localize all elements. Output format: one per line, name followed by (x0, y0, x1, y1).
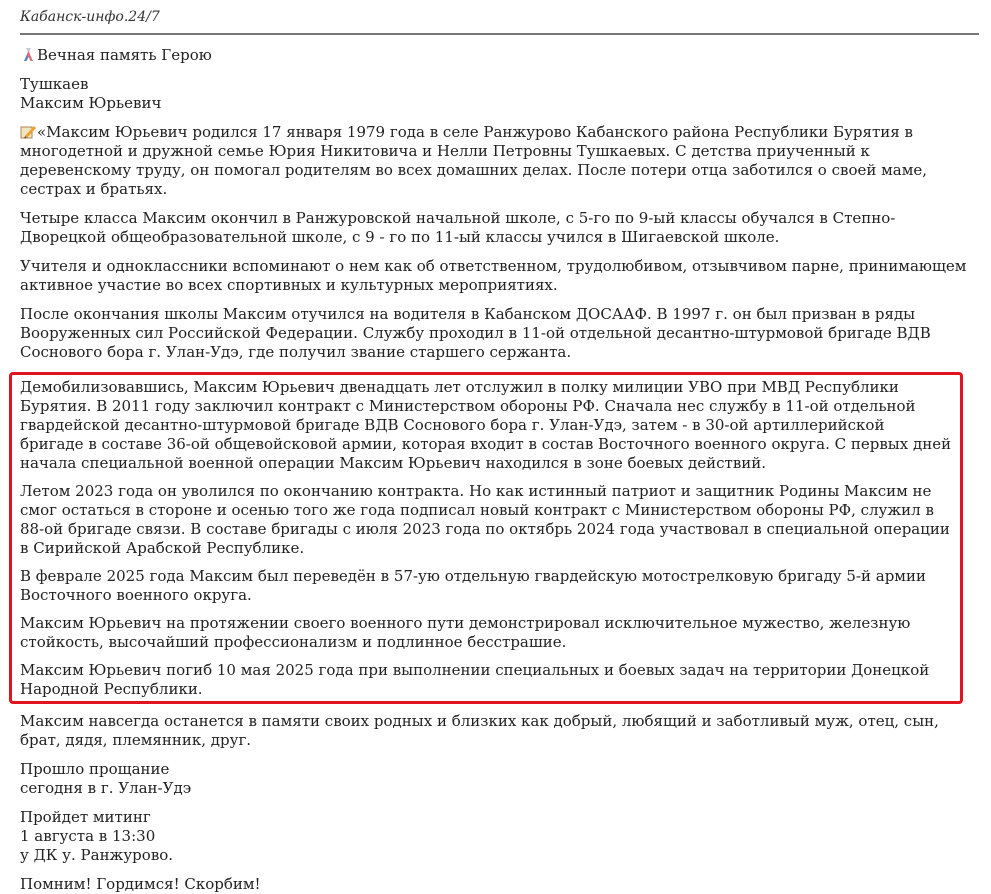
ribbon-icon (20, 47, 37, 62)
paragraph-teachers: Учителя и одноклассники вспоминают о нем как об ответственном, трудолюбивом, отзывчивом парне, принимающем активное участие во всех спортивных и культурных мероприятиях. (20, 257, 967, 294)
highlighted-paragraph-courage: Максим Юрьевич на протяжении своего военного пути демонстрировал исключительное мужество, железную стойкость, высочайший профессионализм и подлинное бесстрашие. (20, 614, 911, 651)
farewell-line-1: Прошло прощание (20, 760, 170, 778)
rally-line-2: 1 августа в 13:30 (20, 827, 156, 845)
hero-name-block (20, 75, 979, 113)
site-name[interactable]: Кабанск-инфо.24/7 (20, 9, 160, 25)
highlighted-paragraph-demobilization: Демобилизовавшись, Максим Юрьевич двенадцать лет отслужил в полку милиции УВО при МВД Республики Бурятия. В 2011 году заключил контракт с Министерством обороны РФ. Сначала нес службу в 11-ой отдельной гвардейской десантно-штурмовой бригаде ВДВ Соснового бора г. Улан-Удэ, затем - в 30-ой артиллерийской бригаде в составе 36-ой общевойсковой армии, которая входит в состав Восточного военного округа. С первых дней начала специальной военной операции Максим Юрьевич находился в зоне боевых действий. (20, 378, 952, 472)
paragraph-birth-text: «Максим Юрьевич родился 17 января 1979 года в селе Ранжурово Кабанского района Республики Бурятия в многодетной и дружной семье Юрия Никитовича и Нелли Петровны Тушкаевых. С детства приученный к деревенскому труду, он помогал родителям во всех домашних делах. После потери отца заботился о своей маме, сестрах и братьях. (20, 123, 928, 198)
farewell-line-2: сегодня в г. Улан-Удэ (20, 779, 192, 797)
rally-line-1: Пройдет митинг (20, 808, 151, 826)
paragraph-memory: Максим навсегда останется в памяти своих родных и близких как добрый, любящий и заботливый муж, отец, сын, брат, дядя, племянник, друг. (20, 712, 939, 749)
highlighted-paragraph-transfer: В феврале 2025 года Максим был переведён в 57-ую отдельную гвардейскую мотострелковую бригаду 5-й армии Восточного военного округа. (20, 567, 926, 604)
paragraph-school: Четыре класса Максим окончил в Ранжуровской начальной школе, с 5-го по 9-ый классы обучался в Степно-Дворецкой общеобразовательной школе, с 9 - го по 11-ый классы учился в Шигаевской школе. (20, 209, 896, 246)
farewell-block (20, 760, 979, 798)
hero-name: Максим Юрьевич (20, 94, 162, 112)
highlighted-paragraph-death: Максим Юрьевич погиб 10 мая 2025 года при выполнении специальных и боевых задач на территории Донецкой Народной Республики. (20, 661, 930, 698)
pencil-icon (20, 124, 37, 139)
site-header (20, 0, 979, 35)
article-title: Вечная память Герою (37, 46, 212, 64)
rally-block (20, 808, 979, 865)
paragraph-birth (20, 123, 979, 199)
closing-line: Помним! Гордимся! Скорбим! (20, 875, 261, 893)
article-title-line (20, 46, 979, 65)
hero-surname: Тушкаев (20, 75, 89, 93)
rally-line-3: у ДК у. Ранжурово. (20, 846, 174, 864)
highlighted-paragraph-contract: Летом 2023 года он уволился по окончанию контракта. Но как истинный патриот и защитник Родины Максим не смог остаться в стороне и осенью того же года подписал новый контракт с Министерством обороны РФ, служил в 88-ой бригаде связи. В составе бригады с июля 2023 года по октябрь 2024 года участвовал в специальной операции в Сирийской Арабской Республике. (20, 482, 950, 557)
paragraph-service: После окончания школы Максим отучился на водителя в Кабанском ДОСААФ. В 1997 г. он был призван в ряды Вооруженных сил Российской Федерации. Службу проходил в 11-ой отдельной десантно-штурмовой бригаде ВДВ Соснового бора г. Улан-Удэ, где получил звание старшего сержанта. (20, 305, 931, 361)
highlight-box (9, 372, 963, 704)
article-content (20, 46, 979, 894)
